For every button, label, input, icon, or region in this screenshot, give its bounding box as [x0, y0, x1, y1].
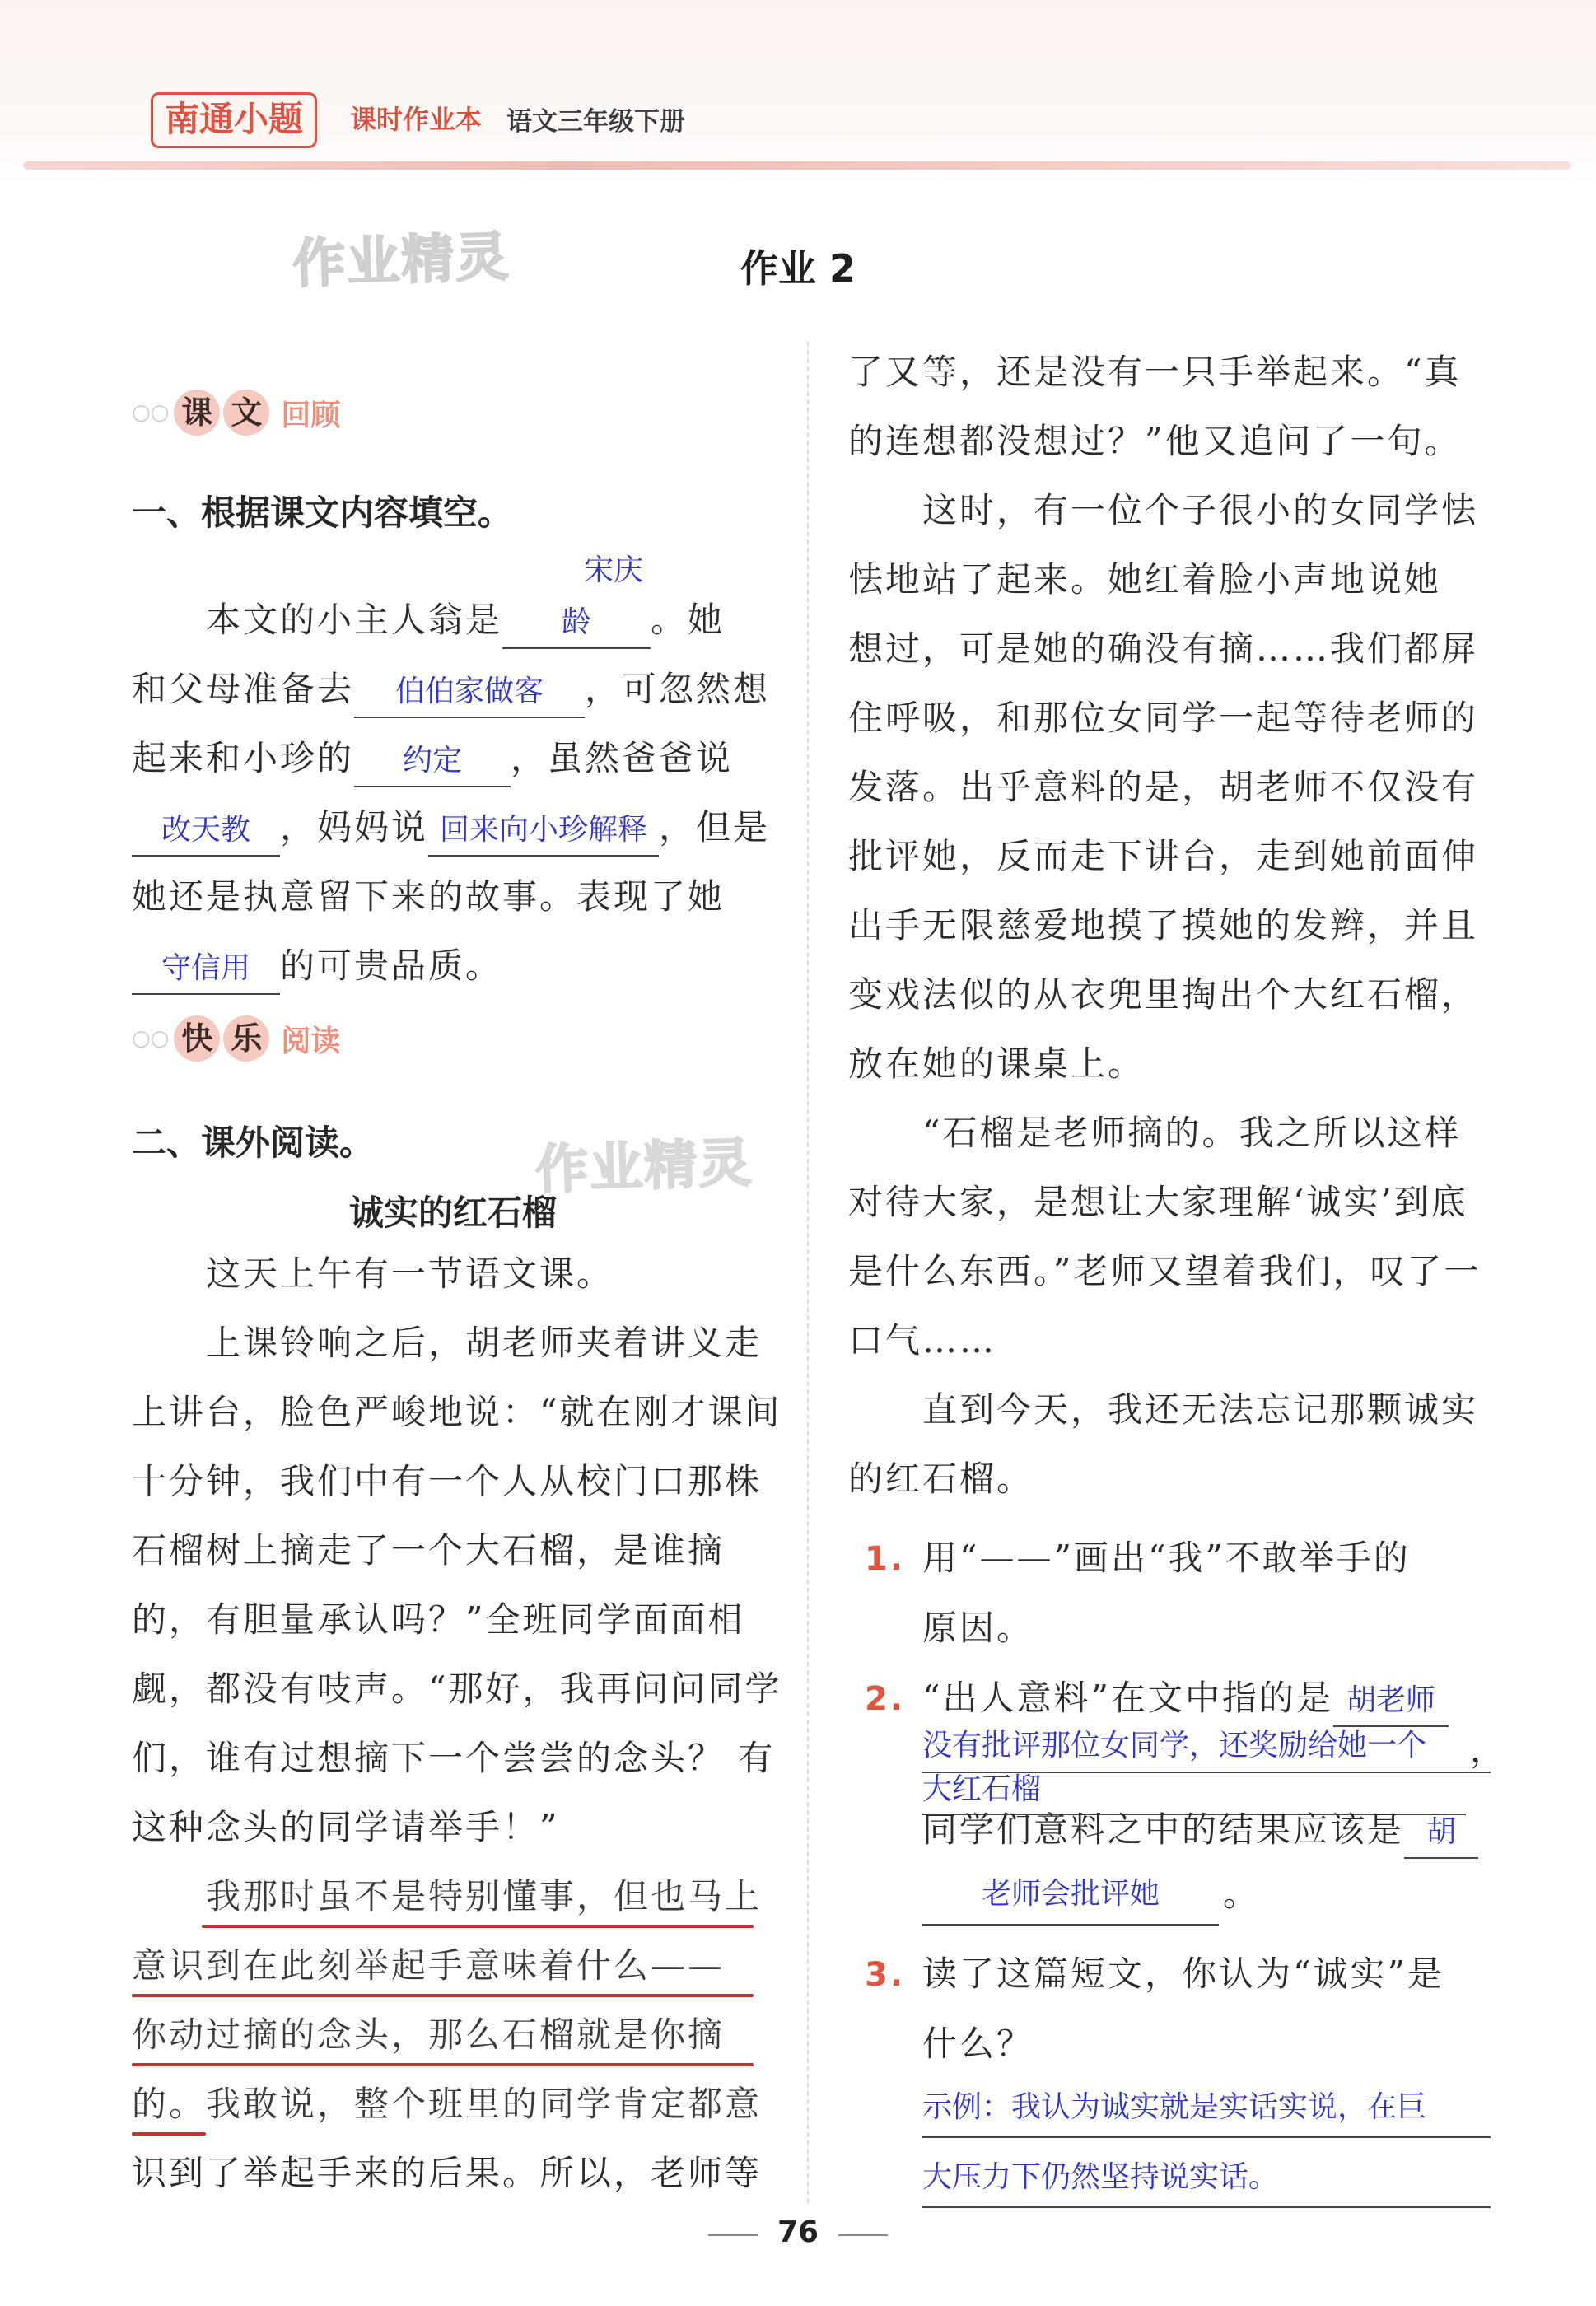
story-line-underlined: 你动过摘的念头，那么石榴就是你摘 — [132, 2014, 726, 2055]
book-name: 语文三年级下册 — [506, 107, 685, 137]
question-text: 什么？ — [922, 2024, 1034, 2064]
question-2 — [865, 1664, 1524, 1734]
story-line: “石榴是老师摘的。我之所以这样 — [922, 1113, 1462, 1153]
question-2-expected — [922, 1795, 1515, 1865]
answer-text: 胡老师 — [1346, 1683, 1435, 1717]
question-heading-1: 一、根据课文内容填空。 — [132, 492, 513, 533]
answer-text: 大红石榴 — [922, 1772, 1042, 1806]
text: 起来和小珍的 — [132, 738, 355, 778]
page-title: 作业 2 — [740, 246, 856, 291]
story-line: 觑，都没有吱声。“那好，我再问问同学 — [132, 1669, 782, 1709]
answer-text: 没有批评那位女同学，还奖励给她一个 — [922, 1729, 1427, 1762]
answer-blank[interactable] — [922, 2084, 1491, 2138]
story-line: 上讲台，脸色严峻地说：“就在刚才课间 — [132, 1392, 782, 1432]
page-number-rule — [838, 2234, 888, 2236]
comma: ， — [1470, 1730, 1508, 1770]
answer-blank[interactable] — [428, 803, 659, 857]
red-underline — [202, 1925, 754, 1928]
fill-blank-paragraph — [132, 544, 774, 1001]
story-line: 了又等，还是没有一只手举起来。“真 — [848, 352, 1462, 392]
watermark: 作业精灵 — [291, 226, 511, 296]
answer-text: 回来向小珍解释 — [440, 813, 648, 847]
dots-icon: ○○ — [132, 400, 170, 425]
answer-blank[interactable] — [922, 2154, 1491, 2208]
story-line: 这时，有一位个子很小的女同学怯 — [922, 490, 1479, 530]
story-line: 是什么东西。”老师又望着我们，叹了一 — [848, 1251, 1482, 1291]
story-line: 十分钟，我们中有一个人从校门口那株 — [132, 1461, 763, 1501]
text: ，妈妈说 — [280, 807, 429, 847]
story-line: 上课铃响之后，胡老师夹着讲义走 — [206, 1323, 763, 1363]
story-line: 这天上午有一节语文课。 — [206, 1253, 614, 1294]
text: 她还是执意留下来的故事。表现了她 — [132, 876, 726, 917]
answer-text: 老师会批评她 — [981, 1877, 1160, 1911]
question-text: 读了这篇短文，你认为“诚实”是 — [922, 1954, 1444, 1994]
answer-text: 约定 — [403, 744, 463, 777]
story-line: 的连想都没想过？”他又追问了一句。 — [848, 421, 1462, 461]
question-text: “出人意料”在文中指的是 — [922, 1678, 1333, 1718]
question-1 — [865, 1524, 1524, 1663]
story-line: 怯地站了起来。她红着脸小声地说她 — [848, 559, 1442, 600]
answer-blank[interactable] — [132, 803, 280, 857]
badge-char: 课 — [174, 390, 220, 436]
story-line: 的红石榴。 — [848, 1459, 1034, 1499]
story-right-column — [848, 338, 1507, 1514]
header-divider — [23, 161, 1571, 170]
answer-text: 守信用 — [161, 951, 250, 985]
story-line: 发落。出乎意料的是，胡老师不仅没有 — [848, 767, 1479, 807]
question-text: 原因。 — [922, 1608, 1034, 1648]
question-text: 用“——”画出“我”不敢举手的 — [922, 1538, 1411, 1578]
badge-char: 乐 — [223, 1015, 269, 1062]
story-line: 想过，可是她的确没有摘……我们都屏 — [848, 628, 1479, 669]
answer-text: 伯伯家做客 — [395, 675, 544, 708]
red-underline — [132, 2132, 206, 2136]
text: 的可贵品质。 — [280, 945, 503, 986]
story-line-underlined: 意识到在此刻举起手意味着什么—— — [132, 1945, 726, 1986]
story-line: 口气…… — [848, 1320, 997, 1361]
story-line: 的。我敢说，整个班里的同学肯定都意 — [132, 2084, 763, 2124]
story-line: 放在她的课桌上。 — [848, 1043, 1146, 1084]
dots-icon: ○○ — [132, 1026, 170, 1051]
section-badge-review — [132, 387, 340, 438]
brand-logo: 南通小题 — [151, 92, 317, 148]
story-line: 对待大家，是想让大家理解‘诚实’到底 — [848, 1182, 1468, 1222]
section-badge-reading — [132, 1013, 340, 1064]
answer-blank[interactable] — [354, 734, 511, 787]
story-line: 这种念头的同学请举手！” — [132, 1807, 560, 1847]
story-title: 诚实的红石榴 — [348, 1193, 557, 1233]
period: 。 — [1223, 1874, 1261, 1914]
story-line: 住呼吸，和那位女同学一起等待老师的 — [848, 698, 1479, 738]
story-line: 直到今天，我还无法忘记那颗诚实 — [922, 1389, 1479, 1430]
story-line: 出手无限慈爱地摸了摸她的发辫，并且 — [848, 905, 1479, 945]
badge-char: 文 — [223, 390, 269, 436]
text: 和父母准备去 — [132, 669, 355, 709]
badge-char: 快 — [174, 1015, 220, 1062]
answer-blank[interactable] — [922, 1870, 1219, 1926]
brand-subtitle: 课时作业本 — [350, 104, 483, 135]
red-underline — [132, 1994, 754, 1997]
answer-blank[interactable] — [1333, 1673, 1449, 1727]
story-line-underlined: 我那时虽不是特别懂事，但也马上 — [206, 1876, 763, 1916]
text: ，虽然爸爸说 — [511, 738, 734, 778]
text: 。她 — [651, 600, 726, 640]
question-heading-2: 二、课外阅读。 — [132, 1123, 375, 1163]
story-line: 批评她，反而走下讲台，走到她前面伸 — [848, 836, 1479, 876]
answer-text: 宋庆龄 — [562, 553, 644, 639]
answer-blank[interactable] — [1404, 1805, 1478, 1859]
story-line: 们，谁有过想摘下一个尝尝的念头？ 有 — [132, 1738, 776, 1778]
text: ，但是 — [659, 807, 771, 847]
text: ，可忽然想 — [585, 669, 771, 709]
story-line: 识到了举起手来的后果。所以，老师等 — [132, 2153, 763, 2193]
story-line: 的，有胆量承认吗？”全班同学面面相 — [132, 1599, 745, 1640]
answer-text: 改天教 — [161, 813, 250, 847]
answer-blank[interactable] — [354, 665, 585, 718]
watermark: 作业精灵 — [534, 1132, 754, 1202]
story-line: 石榴树上摘走了一个大石榴，是谁摘 — [132, 1530, 726, 1571]
answer-text: 示例：我认为诚实就是实话实说，在巨 — [922, 2090, 1427, 2124]
answer-text: 大压力下仍然坚持说实话。 — [922, 2160, 1279, 2194]
question-number: 2. — [865, 1680, 906, 1718]
red-underline — [132, 2063, 754, 2066]
text: 本文的小主人翁是 — [206, 600, 503, 640]
column-divider — [807, 342, 809, 2203]
badge-accent: 阅读 — [281, 1024, 341, 1058]
question-number: 3. — [865, 1956, 906, 1994]
question-text: 同学们意料之中的结果应该是 — [922, 1809, 1405, 1850]
answer-text: 胡 — [1426, 1815, 1457, 1849]
answer-blank[interactable] — [132, 941, 280, 995]
answer-blank[interactable] — [922, 1725, 1491, 1773]
page-number: 76 — [777, 2215, 819, 2249]
badge-accent: 回顾 — [281, 398, 341, 432]
question-number: 1. — [865, 1540, 906, 1578]
answer-blank[interactable] — [502, 544, 651, 649]
question-3 — [865, 1940, 1524, 2079]
story-line: 变戏法似的从衣兜里掏出个大红石榴， — [848, 974, 1479, 1015]
